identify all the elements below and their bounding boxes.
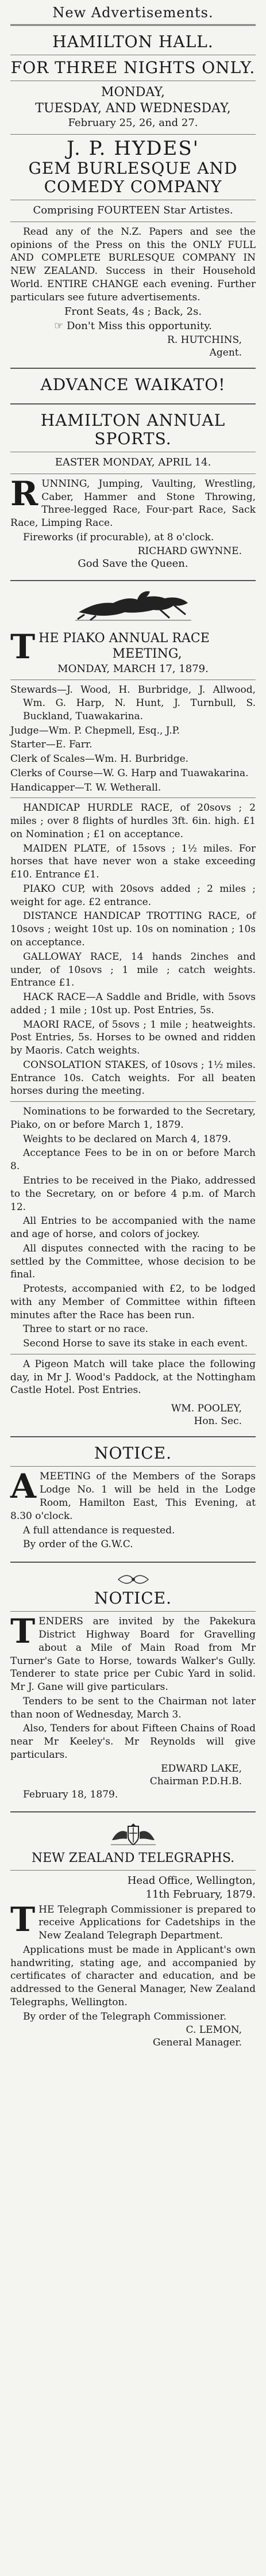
divider [10, 1562, 256, 1563]
company-name-line: GEM BURLESQUE AND [28, 159, 238, 178]
agent-role: Agent. [209, 346, 242, 358]
drop-cap: A [10, 1467, 37, 1506]
ad-heading: HAMILTON ANNUAL SPORTS. [40, 411, 226, 449]
divider [10, 1436, 256, 1437]
condition-entry: Nominations to be forwarded to the Secretary, Piako, on or before March 1, 1879. [10, 1106, 256, 1131]
divider [10, 1101, 256, 1102]
condition-entry: Three to start or no race. [23, 1323, 149, 1335]
notice-body [10, 1612, 256, 1694]
signer-name: RICHARD GWYNNE. [137, 545, 242, 557]
race-title [10, 627, 256, 666]
agent-name: R. HUTCHINS, [167, 334, 242, 346]
divider [10, 1870, 256, 1871]
race-title-line: MEETING, [112, 647, 182, 662]
ad-heading: HAMILTON HALL. [52, 32, 214, 51]
tender-notice [10, 1566, 256, 1808]
ad-subheading: FOR THREE NIGHTS ONLY. [10, 58, 256, 78]
signer-role: Chairman P.D.H.B. [149, 1775, 242, 1787]
company-name-line: COMEDY COMPANY [44, 177, 222, 197]
race-entry: HACK RACE—A Saddle and Bridle, with 5sovs added ; 1 mile ; 10st up. Post Entries, 5s. [10, 991, 256, 1016]
notice-paragraph: Applications must be made in Applicant's own handwriting, stating age, and accompanied by certificates of character and education, and be addressed to the General Manager, New Zealand Telegraphs, Wellington. [10, 1944, 256, 2008]
divider [10, 24, 256, 26]
official-entry: Starter—E. Farr. [10, 739, 92, 751]
notice-heading: NOTICE. [94, 1444, 172, 1463]
ad-closing: God Save the Queen. [78, 557, 188, 570]
drop-cap: T [10, 627, 36, 666]
condition-entry: All disputes connected with the racing to be settled by the Committee, whose decision to be final. [10, 1242, 256, 1281]
race-list [10, 802, 256, 1098]
lodge-notice [10, 1441, 256, 1558]
race-officials [10, 684, 256, 794]
divider [10, 1811, 256, 1812]
race-conditions [10, 1105, 256, 1350]
notice-body-text: ENDERS are invited by the Pakekura District Highway Board for Gravelling about a Mile of Main Road from Mr Turner's Gate to Horse, towards Walker's Gully. Tenderer to state price per Cubic Yard in solid. Mr J. Gane will give particulars. [10, 1616, 256, 1693]
notice-body-text: HE Telegraph Commissioner is prepared to receive Applications for Cadetships in the New Zealand Telegraph Department. [38, 1903, 256, 1942]
ad-body [10, 474, 256, 530]
race-date: MONDAY, MARCH 17, 1879. [57, 662, 209, 675]
ad-heading: ADVANCE WAIKATO! [40, 375, 226, 394]
racehorse-icon [73, 586, 194, 623]
divider [10, 797, 256, 798]
drop-cap: T [10, 1899, 36, 1939]
condition-entry: Second Horse to save its stake in each event. [23, 1338, 248, 1350]
crest-icon [116, 1573, 151, 1586]
notice-date: February 18, 1879. [23, 1788, 118, 1800]
office-location: Head Office, Wellington, [127, 1874, 256, 1887]
notice-body [10, 1467, 256, 1522]
official-entry: Handicapper—T. W. Wetherall. [10, 781, 161, 793]
notice-order: By order of the Telegraph Commissioner. [23, 2010, 227, 2022]
pigeon-match: A Pigeon Match will take place the following day, in Mr J. Wood's Paddock, at the Nottingham Castle Hotel. Post Entries. [10, 1358, 256, 1396]
condition-entry: Protests, accompanied with £2, to be lodged with any Member of Committee within fifteen minutes after the Race has been run. [10, 1283, 256, 1321]
condition-entry: All Entries to be accompanied with the name and age of horse, and colors of jockey. [10, 1215, 256, 1241]
sports-advertisement [10, 408, 256, 577]
signer-role: General Manager. [153, 2037, 242, 2049]
notice-paragraph: Also, Tenders for about Fifteen Chains of Road near Mr Keeley's. Mr Reynolds will give particulars. [10, 1723, 256, 1761]
notice-heading: NOTICE. [94, 1589, 172, 1608]
race-entry: MAORI RACE, of 5sovs ; 1 mile ; heatweights. Post Entries, 5s. Horses to be owned and ridden by Maoris. Catch weights. [10, 1018, 256, 1057]
ad-body: Read any of the N.Z. Papers and see the opinions of the Press on this the ONLY FULL AND COMPLETE BURLESQUE COMPANY IN NEW ZEALAND. Success in their Household World. ENTIRE CHANGE each evening. Further particulars see future advertisements. [10, 226, 256, 303]
official-entry: Judge—Wm. P. Chepmell, Esq., J.P. [10, 724, 180, 736]
notice-body-text: MEETING of the Members of the Soraps Lodge No. 1 will be held in the Lodge Room, Hamilton East, This Evening, at 8.30 o'clock. [10, 1471, 256, 1522]
divider [10, 134, 256, 135]
condition-entry: Weights to be declared on March 4, 1879. [23, 1133, 232, 1145]
ad-dont-miss [10, 319, 256, 333]
drop-cap: R [10, 474, 38, 513]
condition-entry: Acceptance Fees to be in on or before March 8. [10, 1147, 256, 1173]
racehorse-illustration [10, 586, 256, 623]
notice-heading: NEW ZEALAND TELEGRAPHS. [31, 1851, 235, 1866]
ad-comprising: Comprising FOURTEEN Star Artistes. [33, 204, 233, 217]
pointing-hand-icon: ☞ [54, 319, 67, 332]
notice-paragraph: Tenders to be sent to the Chairman not later than noon of Wednesday, March 3. [10, 1695, 256, 1720]
ad-day: MONDAY, [101, 85, 165, 100]
piako-race-advertisement [10, 627, 256, 1433]
race-entry: DISTANCE HANDICAP TROTTING RACE, of 10sovs ; weight 10st up. 10s on nomination ; 10s on acceptance. [10, 910, 256, 948]
coat-of-arms-icon [107, 1823, 159, 1847]
race-entry: CONSOLATION STAKES, of 10sovs ; 1½ miles. Entrance 10s. Catch weights. For all beaten horses during the meeting. [10, 1059, 256, 1097]
company-name: J. P. HYDES' [66, 136, 200, 160]
ad-date: EASTER MONDAY, APRIL 14. [55, 456, 211, 469]
divider [10, 1466, 256, 1467]
ad-dates: February 25, 26, and 27. [68, 117, 198, 129]
royal-arms-ornament [10, 1823, 256, 1847]
notice-body [10, 1899, 256, 1943]
divider [10, 580, 256, 581]
notice-attendance: A full attendance is requested. [23, 1524, 175, 1536]
signer-name: EDWARD LAKE, [161, 1762, 242, 1774]
condition-entry: Entries to be received in the Piako, addressed to the Secretary, on or before 4 p.m. of March 12. [10, 1175, 256, 1213]
telegraphs-notice [10, 1816, 256, 2054]
advance-waikato-advertisement [10, 372, 256, 400]
signer-name: WM. POOLEY, [171, 1403, 242, 1415]
divider [10, 1611, 256, 1612]
ad-fireworks: Fireworks (if procurable), at 8 o'clock. [23, 531, 214, 543]
official-entry: Clerks of Course—W. G. Harp and Tuawakarina. [10, 767, 249, 779]
ad-days: TUESDAY, AND WEDNESDAY, [35, 101, 231, 116]
hamilton-hall-advertisement [10, 29, 256, 364]
ad-dont-miss-text: Don't Miss this opportunity. [66, 319, 212, 332]
signer-name: C. LEMON, [186, 2024, 242, 2036]
race-entry: HANDICAP HURDLE RACE, of 20sovs ; 2 miles ; over 8 flights of hurdles 3ft. 6in. high. £1 on Nomination ; £1 on acceptance. [10, 802, 256, 840]
official-entry: Stewards—J. Wood, H. Burbridge, J. Allwood, Wm. G. Harp, N. Hunt, J. Turnbull, S. Buckland, Tuawakarina. [10, 684, 256, 722]
drop-cap: T [10, 1612, 36, 1651]
official-entry: Clerk of Scales—Wm. H. Burbridge. [10, 753, 189, 765]
race-entry: PIAKO CUP, with 20sovs added ; 2 miles ; weight for age. £2 entrance. [10, 883, 256, 908]
race-entry: MAIDEN PLATE, of 15sovs ; 1½ miles. For horses that have never won a stake exceeding £10. Entrance £1. [10, 842, 256, 881]
divider [10, 403, 256, 404]
notice-order: By order of the G.W.C. [23, 1539, 133, 1551]
crest-ornament [10, 1573, 256, 1586]
signer-role: Hon. Sec. [194, 1415, 242, 1428]
race-title-line: HE PIAKO ANNUAL RACE [38, 631, 210, 646]
ad-body-text: UNNING, Jumping, Vaulting, Wrestling, Caber, Hammer and Stone Throwing, Three-legged Race, Four-part Race, Sack Race, Limping Race. [10, 478, 256, 529]
ad-prices: Front Seats, 4s ; Back, 2s. [64, 306, 202, 318]
office-date: 11th February, 1879. [145, 1888, 256, 1901]
section-heading: New Advertisements. [52, 5, 214, 21]
race-entry: GALLOWAY RACE, 14 hands 2inches and under, of 10sovs ; 1 mile ; catch weights. Entrance £1. [10, 951, 256, 989]
divider [10, 368, 256, 369]
